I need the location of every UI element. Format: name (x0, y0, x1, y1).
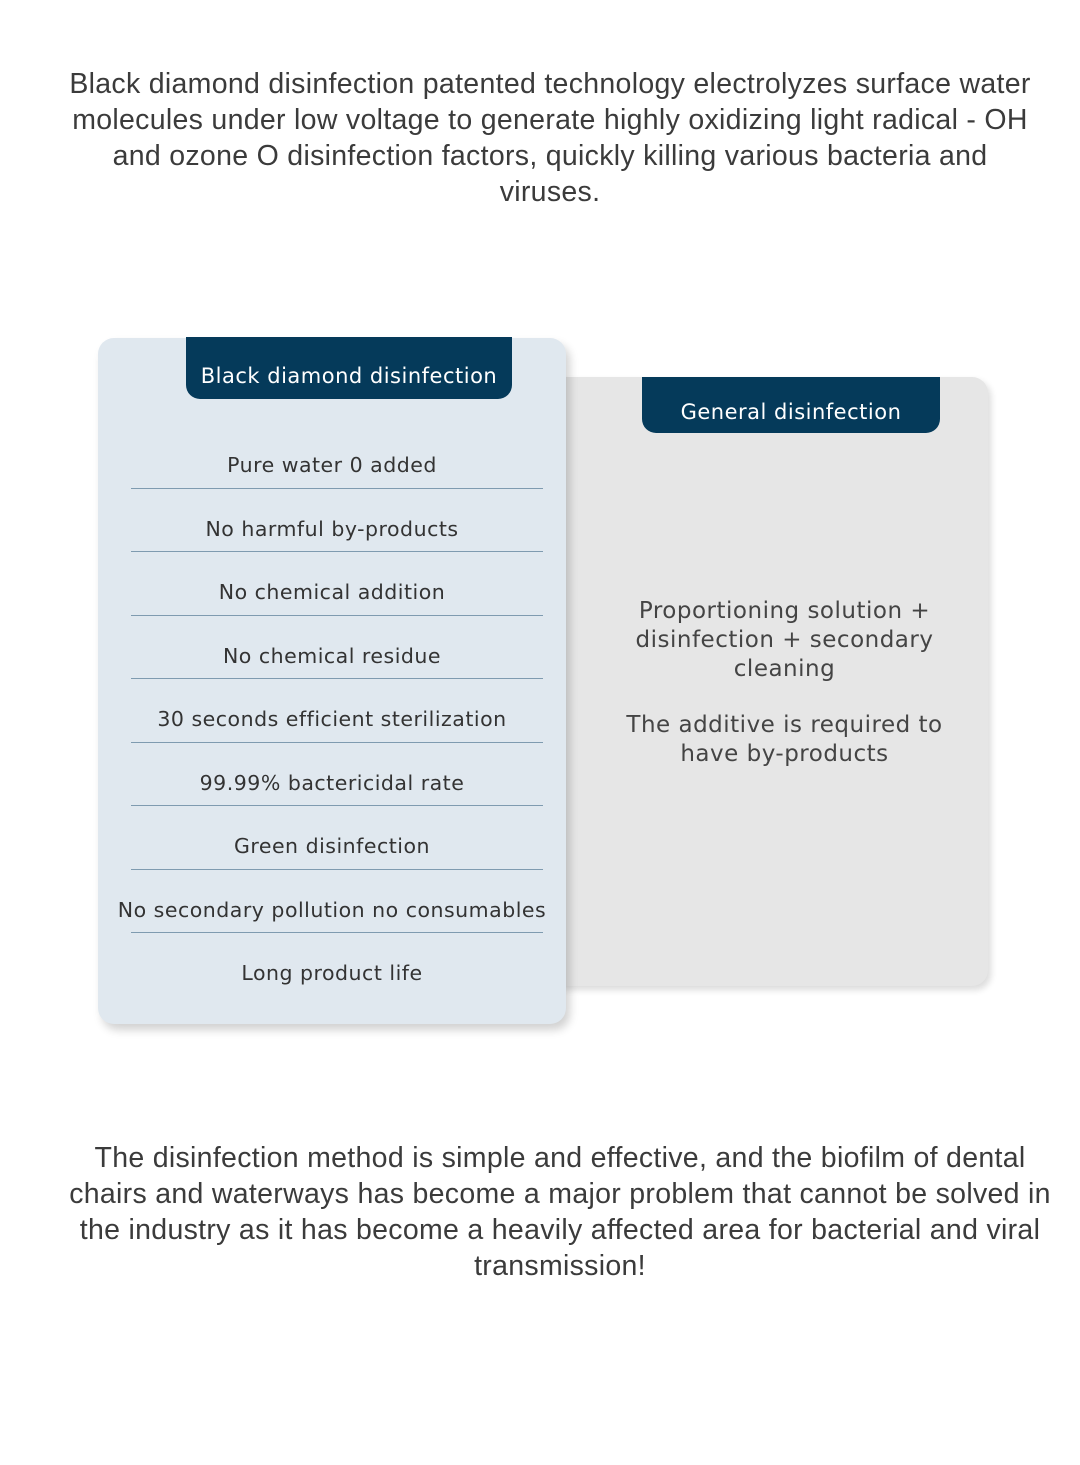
general-disinfection-description (602, 597, 967, 796)
black-diamond-tab: Black diamond disinfection (186, 337, 512, 399)
feature-label: 99.99% bactericidal rate (199, 770, 465, 795)
general-disinfection-tab: General disinfection (642, 377, 940, 433)
general-disinfection-card (560, 377, 988, 986)
feature-label: 30 seconds efficient sterilization (157, 707, 507, 731)
feature-item (98, 695, 566, 759)
feature-divider (131, 869, 543, 870)
black-diamond-card (98, 338, 566, 1024)
feature-divider (131, 678, 543, 679)
feature-label: No chemical residue (222, 643, 442, 668)
feature-item (98, 568, 566, 632)
intro-paragraph: Black diamond disinfection patented technology electrolyzes surface water molecules under low voltage to generate highly oxidizing light radical - OH and ozone O disinfection factors, quickly killing various bacteria and viruses. (69, 68, 1031, 208)
feature-divider (131, 615, 543, 616)
feature-item (98, 822, 566, 886)
outro-paragraph: The disinfection method is simple and effective, and the biofilm of dental chairs and waterways has become a major problem that cannot be solved in the industry as it has become a heavily affected area for bacterial and viral transmission! (69, 1142, 1051, 1282)
feature-label: Pure water 0 added (227, 453, 437, 477)
feature-label: No chemical addition (218, 580, 446, 604)
black-diamond-feature-list (98, 441, 566, 1013)
feature-divider (131, 742, 543, 743)
feature-divider (131, 551, 543, 552)
feature-label: No harmful by-products (205, 516, 459, 541)
feature-item (98, 441, 566, 505)
feature-divider (131, 488, 543, 489)
feature-divider (131, 805, 543, 806)
feature-item (98, 886, 566, 950)
feature-item (98, 949, 566, 1013)
feature-divider (131, 932, 543, 933)
feature-item (98, 632, 566, 696)
general-disinfection-process: Proportioning solution + disinfection + secondary cleaning (635, 598, 934, 682)
feature-label: No secondary pollution no consumables (117, 897, 547, 922)
feature-item (98, 505, 566, 569)
general-disinfection-byproducts: The additive is required to have by-products (626, 712, 943, 767)
feature-item (98, 759, 566, 823)
feature-label: Green disinfection (233, 834, 431, 858)
feature-label: Long product life (241, 961, 423, 985)
